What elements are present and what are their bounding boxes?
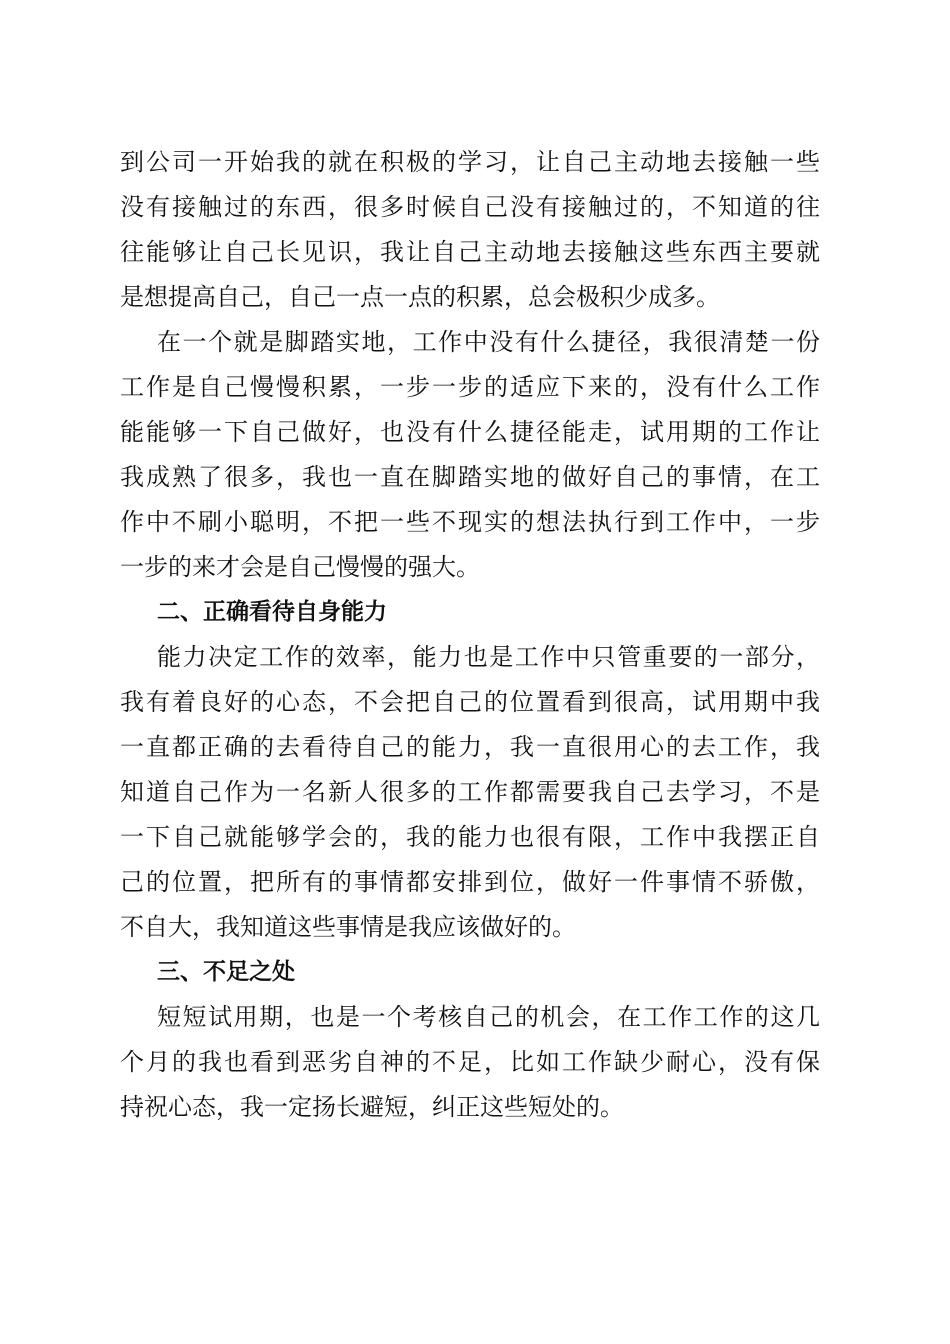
paragraph-line: 一直都正确的去看待自己的能力，我一直很用心的去工作，我 [120,733,820,761]
paragraph-line: 没有接触过的东西，很多时候自己没有接触过的，不知道的往 [120,193,820,221]
section-heading: 三、不足之处 [157,959,295,985]
paragraph-line: 短短试用期，也是一个考核自己的机会，在工作工作的这几 [157,1003,820,1031]
paragraph-line: 我有着良好的心态，不会把自己的位置看到很高，试用期中我 [120,688,820,716]
paragraph-line: 往能够让自己长见识，我让自己主动地去接触这些东西主要就 [120,238,820,266]
paragraph-line: 能能够一下自己做好，也没有什么捷径能走，试用期的工作让 [120,418,820,446]
paragraph-line: 在一个就是脚踏实地，工作中没有什么捷径，我很清楚一份 [157,328,820,356]
paragraph-line: 是想提高自己，自己一点一点的积累，总会极积少成多。 [120,283,720,311]
paragraph-line: 个月的我也看到恶劣自神的不足，比如工作缺少耐心，没有保 [120,1048,820,1076]
paragraph-line: 己的位置，把所有的事情都安排到位，做好一件事情不骄傲， [120,868,820,896]
paragraph-line: 知道自己作为一名新人很多的工作都需要我自己去学习，不是 [120,778,820,806]
paragraph-line: 持祝心态，我一定扬长避短，纠正这些短处的。 [120,1093,624,1121]
section-heading: 二、正确看待自身能力 [157,599,387,625]
paragraph-line: 到公司一开始我的就在积极的学习，让自己主动地去接触一些 [120,148,820,176]
paragraph-line: 作中不刷小聪明，不把一些不现实的想法执行到工作中，一步 [120,508,820,536]
paragraph-line: 一步的来才会是自己慢慢的强大。 [120,553,480,581]
paragraph-line: 不自大，我知道这些事情是我应该做好的。 [120,913,576,941]
paragraph-line: 能力决定工作的效率，能力也是工作中只管重要的一部分， [157,643,820,671]
paragraph-line: 一下自己就能够学会的，我的能力也很有限，工作中我摆正自 [120,823,820,851]
paragraph-line: 我成熟了很多，我也一直在脚踏实地的做好自己的事情，在工 [120,463,820,491]
paragraph-line: 工作是自己慢慢积累，一步一步的适应下来的，没有什么工作 [120,373,820,401]
